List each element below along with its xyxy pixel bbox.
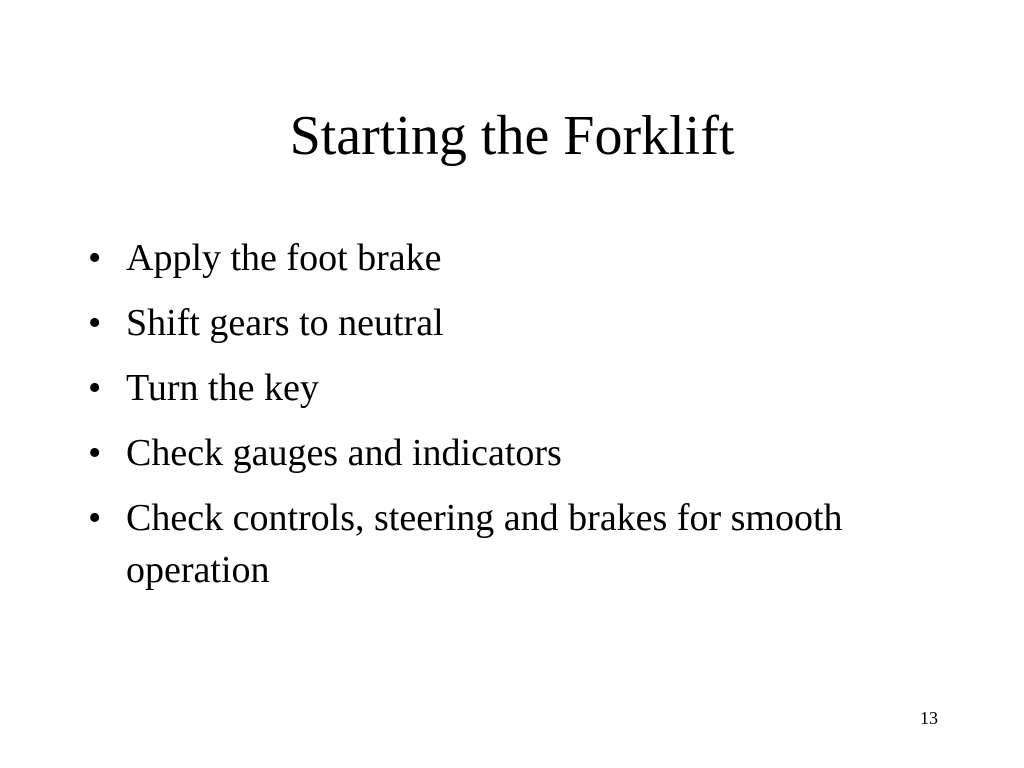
bullet-text: Check controls, steering and brakes for smooth operation [126, 497, 843, 591]
bullet-item [88, 362, 888, 414]
bullet-mark: • [88, 367, 102, 409]
bullet-item [88, 297, 888, 349]
bullet-text: Apply the foot brake [126, 237, 442, 279]
bullet-list [88, 232, 888, 609]
bullet-mark: • [88, 497, 102, 539]
bullet-text: Check gauges and indicators [126, 432, 562, 474]
bullet-text: Turn the key [126, 367, 319, 409]
bullet-item [88, 232, 888, 284]
bullet-item [88, 427, 888, 479]
bullet-item [88, 492, 888, 596]
bullet-mark: • [88, 237, 102, 279]
page-number: 13 [920, 708, 938, 728]
bullet-mark: • [88, 302, 102, 344]
bullet-mark: • [88, 432, 102, 474]
slide-title: Starting the Forklift [289, 105, 735, 167]
bullet-text: Shift gears to neutral [126, 302, 444, 344]
